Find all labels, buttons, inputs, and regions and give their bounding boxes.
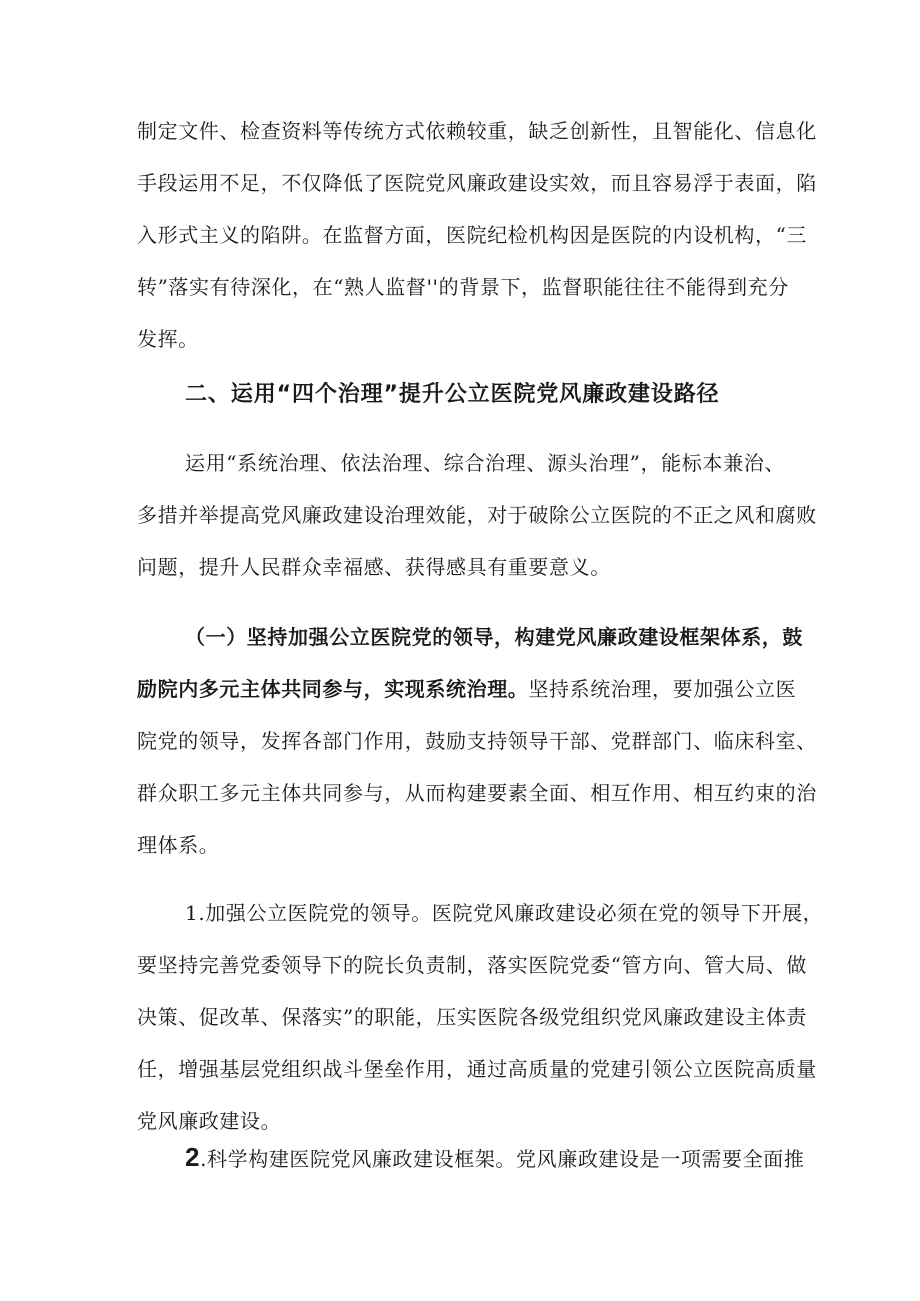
- subsection-title-line: （一）坚持加强公立医院党的领导，构建党风廉政建设框架体系，鼓: [185, 625, 803, 649]
- text-line: 手段运用不足，不仅降低了医院党风廉政建设实效，而且容易浮于表面，陷: [137, 171, 817, 195]
- text-line: 院党的领导，发挥各部门作用，鼓励支持领导干部、党群部门、临床科室、: [137, 729, 817, 753]
- item-number: 2: [185, 1142, 201, 1172]
- subsection-title-tail: 励院内多元主体共同参与，实现系统治理。: [137, 677, 529, 701]
- section-heading: 二、运用“四个治理”提升公立医院党风廉政建设路径: [185, 382, 720, 407]
- text-line: 制定文件、检查资料等传统方式依赖较重，缺乏创新性，且智能化、信息化: [137, 119, 817, 143]
- text-line: 理体系。: [137, 833, 220, 857]
- text-line: 任，增强基层党组织战斗堡垒作用，通过高质量的党建引领公立医院高质量: [137, 1057, 817, 1081]
- text-line: 发挥。: [137, 327, 199, 351]
- text-line: 入形式主义的陷阱。在监督方面，医院纪检机构因是医院的内设机构，“三: [137, 223, 808, 247]
- text-line: 多措并举提高党风廉政建设治理效能，对于破除公立医院的不正之风和腐败: [137, 503, 817, 527]
- text-line: 运用“系统治理、依法治理、综合治理、源头治理”，能标本兼治、: [185, 451, 785, 475]
- text-line: 要坚持完善党委领导下的院长负责制，落实医院党委“管方向、管大局、做: [137, 953, 808, 977]
- text-span: 坚持系统治理，要加强公立医: [528, 677, 797, 701]
- text-line: 问题，提升人民群众幸福感、获得感具有重要意义。: [137, 555, 611, 579]
- text-line: [185, 1140, 805, 1176]
- text-line: 群众职工多元主体共同参与，从而构建要素全面、相互作用、相互约束的治: [137, 781, 817, 805]
- text-line: 转”落实有待深化，在“熟人监督''的背景下，监督职能往往不能得到充分: [137, 275, 789, 299]
- text-span: .科学构建医院党风廉政建设框架。党风廉政建设是一项需要全面推: [200, 1147, 805, 1171]
- text-line: 1.加强公立医院党的领导。医院党风廉政建设必须在党的领导下开展，: [185, 901, 824, 925]
- text-line: [137, 676, 797, 702]
- text-line: 党风廉政建设。: [137, 1109, 282, 1133]
- text-line: 决策、促改革、保落实”的职能，压实医院各级党组织党风廉政建设主体责: [137, 1005, 808, 1029]
